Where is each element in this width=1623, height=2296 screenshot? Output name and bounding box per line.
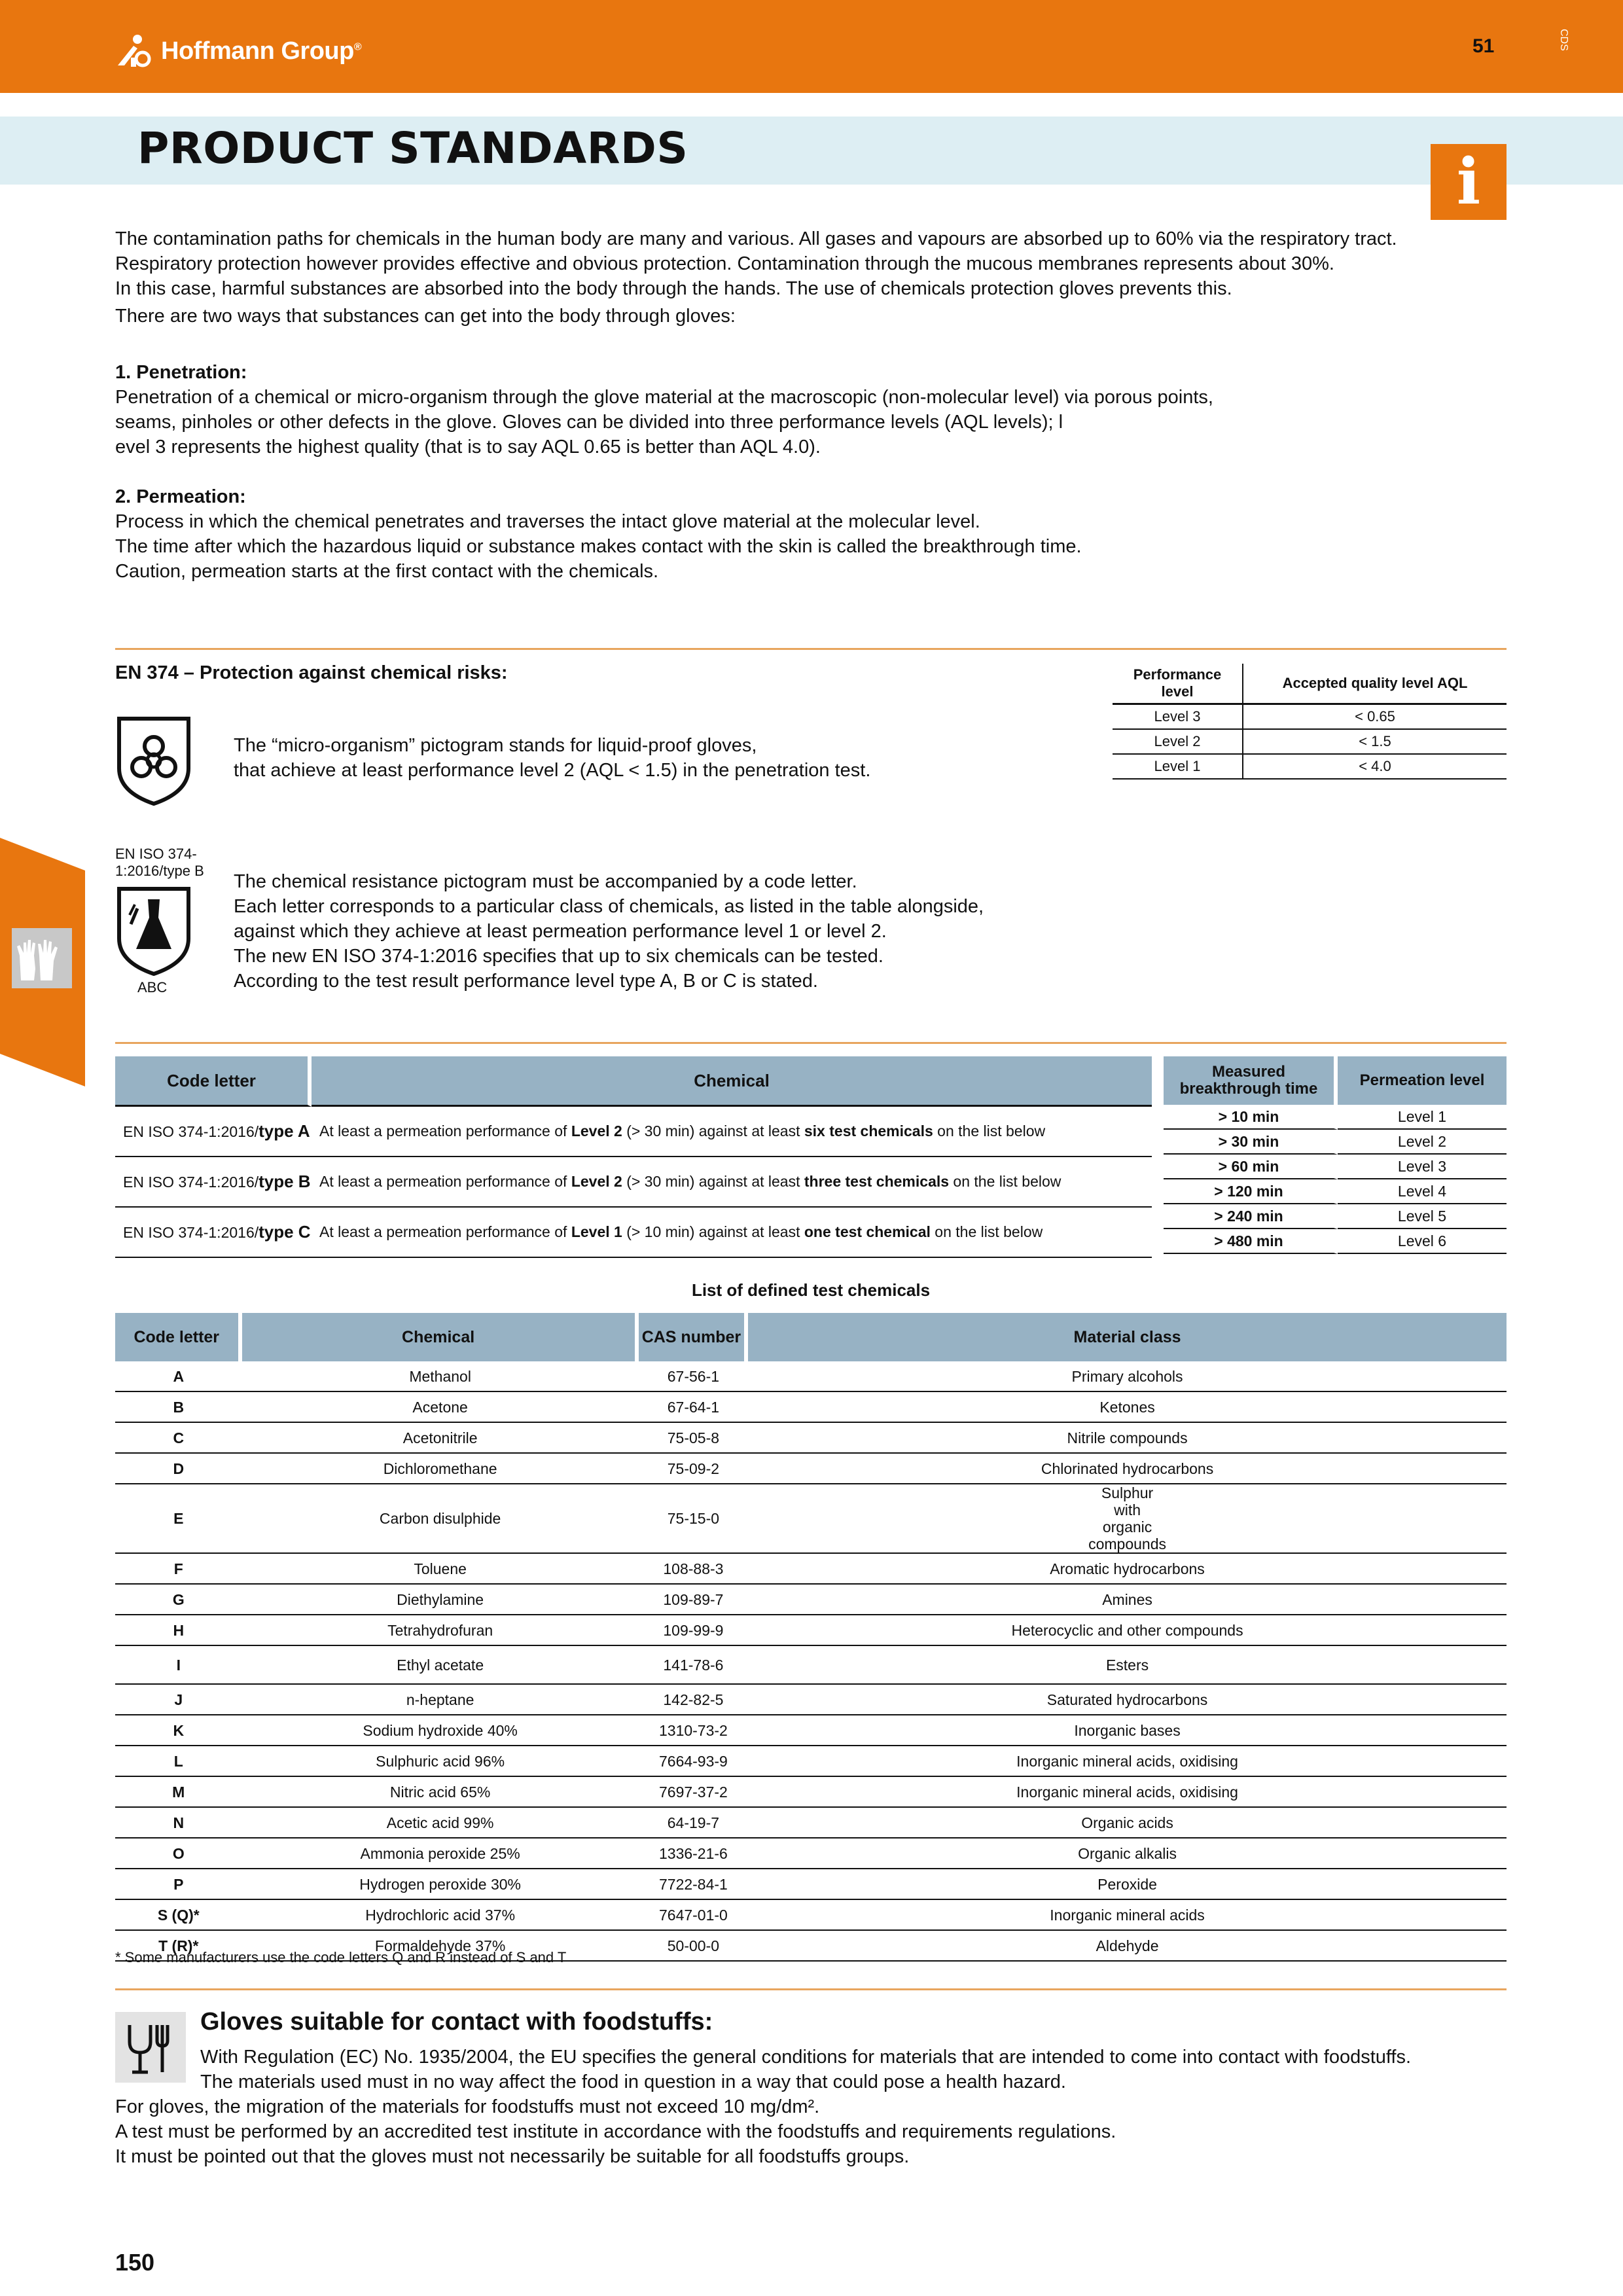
chem-material-class: Heterocyclic and other compounds — [748, 1615, 1507, 1646]
chem-name: Acetone — [242, 1392, 639, 1423]
permeation-level: Level 1 — [1338, 1105, 1507, 1130]
chem-cas-number: 67-64-1 — [639, 1392, 748, 1423]
pictogram-standard-label — [115, 846, 204, 880]
chem-name: Acetic acid 99% — [242, 1808, 639, 1839]
foodstuffs-heading: Gloves suitable for contact with foodstuffs: — [200, 2008, 713, 2036]
chem-cas-number: 7697-37-2 — [639, 1777, 748, 1808]
header-cas-number: CAS number — [639, 1313, 748, 1361]
aql-row — [1113, 754, 1507, 779]
chem-table-row — [115, 1484, 1507, 1554]
code-table-row — [115, 1208, 1152, 1258]
chem-text-line: against which they achieve at least permeation performance level 1 or level 2. — [234, 921, 887, 942]
chem-material-class: Primary alcohols — [748, 1361, 1507, 1392]
chem-name: n-heptane — [242, 1685, 639, 1715]
chem-code-letter: I — [115, 1646, 242, 1685]
chem-table-row — [115, 1869, 1507, 1900]
chem-table-row — [115, 1585, 1507, 1615]
page-title: PRODUCT STANDARDS — [137, 123, 688, 173]
aql-level: Level 2 — [1113, 729, 1243, 754]
section-code: CDS — [1558, 29, 1569, 51]
penetration-line: seams, pinholes or other defects in the glove. Gloves can be divided into three performance levels (AQL levels); l — [115, 412, 1063, 433]
chem-table-row — [115, 1900, 1507, 1931]
en374-heading: EN 374 – Protection against chemical risks: — [115, 662, 508, 683]
chemical-resistance-text — [234, 869, 984, 994]
permeation-line: Process in which the chemical penetrates and traverses the intact glove material at the molecular level. — [115, 511, 980, 532]
breakthrough-time: > 240 min — [1164, 1204, 1338, 1229]
chem-name: Methanol — [242, 1361, 639, 1392]
breakthrough-time: > 10 min — [1164, 1105, 1338, 1130]
food-contact-icon — [115, 2012, 186, 2083]
chem-table-row — [115, 1615, 1507, 1646]
type-code: EN ISO 374-1:2016/type A — [115, 1107, 312, 1157]
permeation-section — [115, 484, 1082, 584]
chem-cas-number: 75-09-2 — [639, 1454, 748, 1484]
intro-line: In this case, harmful substances are absorbed into the body through the hands. The use of chemicals protection gloves prevents this. — [115, 278, 1232, 299]
type-code: EN ISO 374-1:2016/type C — [115, 1208, 312, 1258]
chem-material-class: Inorganic mineral acids — [748, 1900, 1507, 1931]
penetration-line: evel 3 represents the highest quality (that is to say AQL 0.65 is better than AQL 4.0). — [115, 437, 821, 457]
aql-header-aql: Accepted quality level AQL — [1243, 664, 1507, 704]
breakthrough-time: > 120 min — [1164, 1179, 1338, 1204]
chem-material-class: Organic acids — [748, 1808, 1507, 1839]
chem-table-row — [115, 1554, 1507, 1585]
chem-material-class: Nitrile compounds — [748, 1423, 1507, 1454]
test-chemicals-table — [115, 1313, 1507, 1962]
chem-name: Tetrahydrofuran — [242, 1615, 639, 1646]
chemicals-list-title: List of defined test chemicals — [691, 1280, 931, 1300]
chem-cas-number: 1336-21-6 — [639, 1839, 748, 1869]
aql-value: < 0.65 — [1243, 704, 1507, 730]
chem-table-row — [115, 1808, 1507, 1839]
aql-header-row — [1113, 664, 1507, 704]
chem-table-row — [115, 1646, 1507, 1685]
food-line: It must be pointed out that the gloves must not necessarily be suitable for all foodstuffs groups. — [115, 2146, 910, 2167]
chem-table-header — [115, 1313, 1507, 1361]
section-divider — [115, 648, 1507, 650]
chem-code-letter: H — [115, 1615, 242, 1646]
chem-cas-number: 109-99-9 — [639, 1615, 748, 1646]
chem-text-line: Each letter corresponds to a particular class of chemicals, as listed in the table alongside, — [234, 896, 984, 917]
food-line: The materials used must in no way affect the food in question in a way that could pose a health hazard. — [200, 2072, 1066, 2092]
perm-row — [1164, 1179, 1507, 1204]
chem-cas-number: 50-00-0 — [639, 1931, 748, 1962]
aql-row — [1113, 704, 1507, 730]
header-permeation-level: Permeation level — [1338, 1056, 1507, 1105]
type-code: EN ISO 374-1:2016/type B — [115, 1157, 312, 1208]
intro-paragraph — [115, 226, 1397, 329]
perm-row — [1164, 1229, 1507, 1254]
chem-table-row — [115, 1361, 1507, 1392]
picto-label-line: EN ISO 374- — [115, 846, 197, 862]
chem-cas-number: 64-19-7 — [639, 1808, 748, 1839]
chem-code-letter: A — [115, 1361, 242, 1392]
permeation-heading: 2. Permeation: — [115, 486, 246, 507]
intro-line: The contamination paths for chemicals in the human body are many and various. All gases and vapours are absorbed up to 60% via the respiratory tract. — [115, 228, 1397, 249]
chem-text-line: According to the test result performance level type A, B or C is stated. — [234, 971, 818, 992]
permeation-level: Level 2 — [1338, 1130, 1507, 1155]
type-description: At least a permeation performance of Level 1 (> 10 min) against at least one test chemical on the list below — [312, 1208, 1152, 1258]
gloves-category-tab[interactable] — [0, 838, 85, 1086]
chem-material-class: Aldehyde — [748, 1931, 1507, 1962]
chem-table-row — [115, 1839, 1507, 1869]
chem-table-row — [115, 1777, 1507, 1808]
chem-material-class: Chlorinated hydrocarbons — [748, 1454, 1507, 1484]
chem-material-class: Esters — [748, 1646, 1507, 1685]
chem-cas-number: 1310-73-2 — [639, 1715, 748, 1746]
intro-line: There are two ways that substances can get into the body through gloves: — [115, 306, 736, 327]
chem-name: Ammonia peroxide 25% — [242, 1839, 639, 1869]
header-code-letter: Code letter — [115, 1313, 242, 1361]
chem-cas-number: 108-88-3 — [639, 1554, 748, 1585]
code-letter-table — [115, 1056, 1152, 1258]
chem-code-letter: F — [115, 1554, 242, 1585]
header-material-class: Material class — [748, 1313, 1507, 1361]
permeation-level: Level 5 — [1338, 1204, 1507, 1229]
aql-level: Level 1 — [1113, 754, 1243, 779]
chem-table-row — [115, 1392, 1507, 1423]
header-chemical: Chemical — [312, 1056, 1152, 1107]
chem-name: Nitric acid 65% — [242, 1777, 639, 1808]
chem-cas-number: 75-15-0 — [639, 1484, 748, 1554]
aql-value: < 1.5 — [1243, 729, 1507, 754]
chem-material-class: Inorganic bases — [748, 1715, 1507, 1746]
chem-code-letter: E — [115, 1484, 242, 1554]
aql-header-performance: Performance level — [1113, 664, 1243, 704]
chem-code-letter: N — [115, 1808, 242, 1839]
micro-organism-text — [234, 733, 870, 783]
chem-name: Carbon disulphide — [242, 1484, 639, 1554]
chem-name: Dichloromethane — [242, 1454, 639, 1484]
code-letter-footnote: * Some manufacturers use the code letters Q and R instead of S and T — [115, 1949, 567, 1965]
aql-table — [1113, 664, 1507, 780]
foodstuffs-text — [200, 2045, 1411, 2094]
picto-label-line: 1:2016/type B — [115, 863, 204, 879]
chem-code-letter: L — [115, 1746, 242, 1777]
section-divider — [115, 1988, 1507, 1990]
chem-cas-number: 75-05-8 — [639, 1423, 748, 1454]
perm-table-header — [1164, 1056, 1507, 1105]
penetration-section — [115, 360, 1213, 459]
header-chemical: Chemical — [242, 1313, 639, 1361]
chem-table-row — [115, 1746, 1507, 1777]
chem-material-class: Organic alkalis — [748, 1839, 1507, 1869]
breakthrough-time: > 60 min — [1164, 1155, 1338, 1179]
hoffmann-logo-icon — [115, 33, 154, 69]
chem-material-class: Ketones — [748, 1392, 1507, 1423]
chem-table-row — [115, 1423, 1507, 1454]
intro-line: Respiratory protection however provides effective and obvious protection. Contamination through the mucous membranes represents about 30%. — [115, 253, 1334, 274]
chem-code-letter: S (Q)* — [115, 1900, 242, 1931]
chem-name: Toluene — [242, 1554, 639, 1585]
page-number-top: 51 — [1472, 35, 1495, 57]
breakthrough-time: > 480 min — [1164, 1229, 1338, 1254]
chem-name: Hydrochloric acid 37% — [242, 1900, 639, 1931]
foodstuffs-text-cont — [115, 2094, 1116, 2169]
chem-cas-number: 7647-01-0 — [639, 1900, 748, 1931]
chem-material-class: Amines — [748, 1585, 1507, 1615]
aql-level: Level 3 — [1113, 704, 1243, 730]
page-number-bottom: 150 — [115, 2249, 155, 2276]
chem-code-letter: G — [115, 1585, 242, 1615]
permeation-line: The time after which the hazardous liquid or substance makes contact with the skin is called the breakthrough time. — [115, 536, 1082, 557]
chem-text-line: The chemical resistance pictogram must be accompanied by a code letter. — [234, 871, 857, 892]
permeation-level: Level 3 — [1338, 1155, 1507, 1179]
chem-material-class: Peroxide — [748, 1869, 1507, 1900]
aql-value: < 4.0 — [1243, 754, 1507, 779]
chem-code-letter: J — [115, 1685, 242, 1715]
type-description: At least a permeation performance of Level 2 (> 30 min) against at least three test chemicals on the list below — [312, 1157, 1152, 1208]
chem-code-letter: D — [115, 1454, 242, 1484]
chem-text-line: The new EN ISO 374-1:2016 specifies that up to six chemicals can be tested. — [234, 946, 883, 967]
penetration-line: Penetration of a chemical or micro-organism through the glove material at the macroscopic (non-molecular level) via porous points, — [115, 387, 1213, 408]
chem-name: Formaldehyde 37% — [242, 1931, 639, 1962]
chem-material-class: Saturated hydrocarbons — [748, 1685, 1507, 1715]
chem-code-letter: K — [115, 1715, 242, 1746]
permeation-line: Caution, permeation starts at the first contact with the chemicals. — [115, 561, 659, 582]
section-divider — [115, 1042, 1507, 1044]
breakthrough-time: > 30 min — [1164, 1130, 1338, 1155]
aql-row — [1113, 729, 1507, 754]
header-breakthrough-time: Measured breakthrough time — [1164, 1056, 1338, 1105]
code-table-row — [115, 1107, 1152, 1157]
micro-text-line: The “micro-organism” pictogram stands for liquid-proof gloves, — [234, 735, 757, 756]
chem-cas-number: 67-56-1 — [639, 1361, 748, 1392]
chem-code-letter: P — [115, 1869, 242, 1900]
perm-row — [1164, 1130, 1507, 1155]
chem-material-class: Inorganic mineral acids, oxidising — [748, 1746, 1507, 1777]
brand-name: Hoffmann Group® — [161, 37, 362, 65]
chem-code-letter: O — [115, 1839, 242, 1869]
code-table-row — [115, 1157, 1152, 1208]
chem-name: Diethylamine — [242, 1585, 639, 1615]
type-description: At least a permeation performance of Level 2 (> 30 min) against at least six test chemicals on the list below — [312, 1107, 1152, 1157]
info-icon: i — [1431, 144, 1507, 220]
permeation-level-table — [1164, 1056, 1507, 1254]
chem-cas-number: 142-82-5 — [639, 1685, 748, 1715]
pictogram-code-letters: ABC — [137, 979, 168, 996]
chem-name: Acetonitrile — [242, 1423, 639, 1454]
code-table-header — [115, 1056, 1152, 1107]
chem-name: Ethyl acetate — [242, 1646, 639, 1685]
chemical-flask-pictogram-icon — [115, 885, 192, 978]
chem-cas-number: 141-78-6 — [639, 1646, 748, 1685]
chem-cas-number: 109-89-7 — [639, 1585, 748, 1615]
biohazard-pictogram-icon — [115, 715, 192, 808]
chem-code-letter: T (R)* — [115, 1931, 242, 1962]
chem-cas-number: 7722-84-1 — [639, 1869, 748, 1900]
chem-table-row — [115, 1685, 1507, 1715]
perm-row — [1164, 1105, 1507, 1130]
food-line: A test must be performed by an accredited test institute in accordance with the foodstuffs and requirements regulations. — [115, 2121, 1116, 2142]
chem-code-letter: M — [115, 1777, 242, 1808]
chem-name: Hydrogen peroxide 30% — [242, 1869, 639, 1900]
permeation-level: Level 6 — [1338, 1229, 1507, 1254]
food-line: For gloves, the migration of the materials for foodstuffs must not exceed 10 mg/dm². — [115, 2096, 820, 2117]
brand-logo[interactable] — [115, 31, 361, 71]
penetration-heading: 1. Penetration: — [115, 362, 247, 383]
chem-code-letter: C — [115, 1423, 242, 1454]
chem-table-row — [115, 1454, 1507, 1484]
chem-material-class: Aromatic hydrocarbons — [748, 1554, 1507, 1585]
chem-name: Sodium hydroxide 40% — [242, 1715, 639, 1746]
perm-row — [1164, 1155, 1507, 1179]
perm-row — [1164, 1204, 1507, 1229]
permeation-level: Level 4 — [1338, 1179, 1507, 1204]
chem-table-row — [115, 1715, 1507, 1746]
chem-name: Sulphuric acid 96% — [242, 1746, 639, 1777]
chem-material-class: Inorganic mineral acids, oxidising — [748, 1777, 1507, 1808]
micro-text-line: that achieve at least performance level 2 (AQL < 1.5) in the penetration test. — [234, 760, 871, 781]
food-line: With Regulation (EC) No. 1935/2004, the EU specifies the general conditions for materials that are intended to come into contact with foodstuffs. — [200, 2047, 1412, 2068]
chem-material-class: Sulphur with organic compounds — [748, 1484, 1507, 1554]
chem-cas-number: 7664-93-9 — [639, 1746, 748, 1777]
header-code-letter: Code letter — [115, 1056, 312, 1107]
chem-code-letter: B — [115, 1392, 242, 1423]
